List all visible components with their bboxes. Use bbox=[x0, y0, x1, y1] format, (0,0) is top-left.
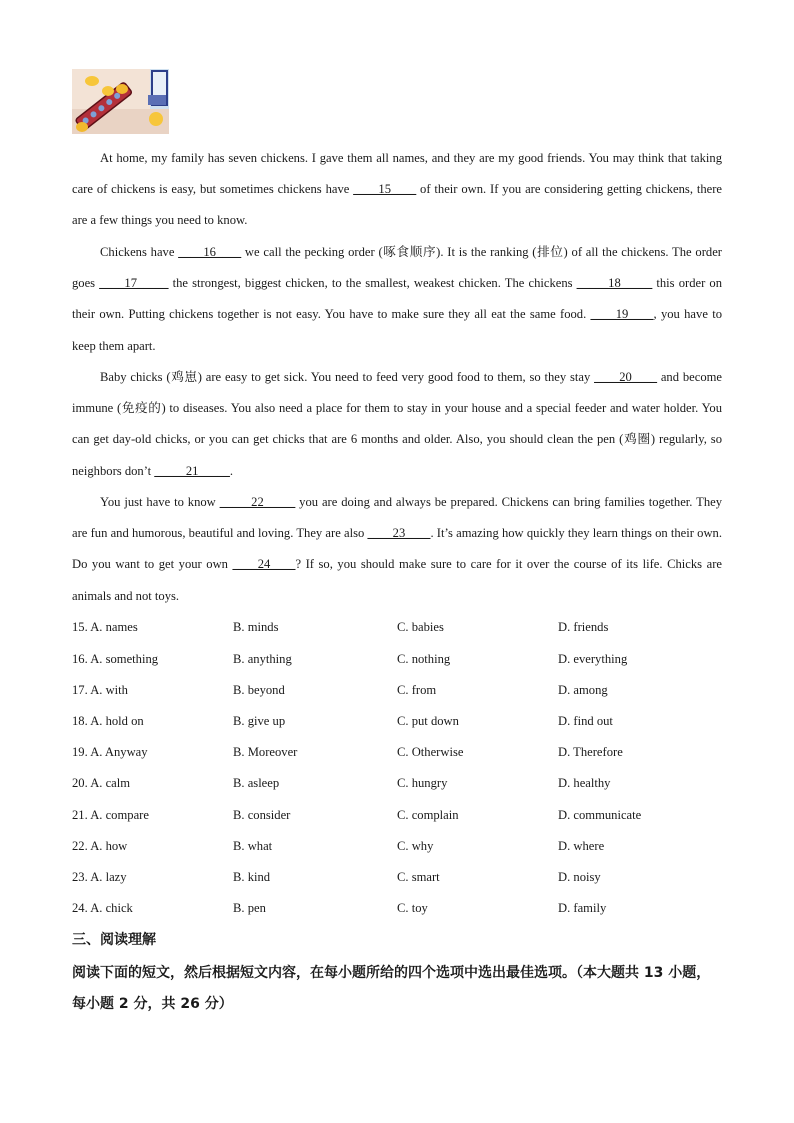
passage-text: we call the pecking order (啄食顺序). It is the ranking (排位) of all the chickens. The order goes bbox=[72, 245, 722, 291]
option-a: 16. A. something bbox=[72, 652, 159, 666]
option-d: D. friends bbox=[558, 620, 609, 634]
blank-15: ____15____ bbox=[353, 182, 417, 197]
option-d: D. communicate bbox=[558, 808, 642, 822]
passage-paragraph-1 bbox=[72, 143, 722, 237]
option-b: B. Moreover bbox=[233, 745, 298, 759]
option-b: B. asleep bbox=[233, 776, 280, 790]
option-d: D. find out bbox=[558, 714, 613, 728]
option-b: B. pen bbox=[233, 901, 266, 915]
passage-paragraph-3 bbox=[72, 362, 722, 487]
blank-20: ____20____ bbox=[594, 370, 658, 384]
option-b: B. beyond bbox=[233, 683, 285, 697]
option-a: 20. A. calm bbox=[72, 776, 131, 790]
passage-text: . bbox=[229, 463, 234, 478]
option-a: 21. A. compare bbox=[72, 808, 149, 822]
passage-text: this order on their own. Putting chickens together is not easy. You have to make sure they all eat the same food. bbox=[72, 276, 722, 322]
blank-21: _____21_____ bbox=[154, 463, 230, 478]
passage-text: ? If so, you should make sure to care for it over the course of its life. Chicks are animals and not toys. bbox=[72, 557, 722, 603]
option-b: B. kind bbox=[233, 870, 271, 884]
passage-paragraph-4 bbox=[72, 487, 722, 612]
option-d: D. among bbox=[558, 683, 608, 697]
option-c: C. Otherwise bbox=[397, 745, 464, 759]
blank-23: ____23____ bbox=[367, 526, 431, 541]
passage-text: of their own. If you are considering getting chickens, there are a few things you need to know. bbox=[72, 182, 723, 228]
option-c: C. smart bbox=[397, 870, 440, 884]
blank-24: ____24____ bbox=[232, 557, 296, 572]
option-b: B. anything bbox=[233, 652, 292, 666]
option-d: D. Therefore bbox=[558, 745, 623, 759]
passage-text: Baby chicks (鸡崽) are easy to get sick. You need to feed very good food to them, so they stay bbox=[100, 370, 595, 384]
passage-text: You just have to know bbox=[100, 495, 220, 509]
options-row-22 bbox=[72, 836, 732, 856]
option-d: D. noisy bbox=[558, 870, 601, 884]
option-c: C. toy bbox=[397, 901, 428, 915]
section-instructions: 阅读下面的短文，然后根据短文内容，在每小题所给的四个选项中选出最佳选项。（本大题共 13 小题，每小题 2 分，共 26 分） bbox=[72, 965, 711, 1012]
options-row-20 bbox=[72, 773, 732, 793]
passage-text: Chickens have bbox=[100, 245, 179, 259]
passage-text: the strongest, biggest chicken, to the smallest, weakest chicken. The chickens bbox=[168, 276, 577, 291]
option-b: B. give up bbox=[233, 714, 286, 728]
option-c: C. put down bbox=[397, 714, 459, 728]
blank-16: ____16____ bbox=[178, 245, 242, 259]
option-a: 23. A. lazy bbox=[72, 870, 127, 884]
chicken-illustration bbox=[72, 69, 169, 134]
blank-18: _____18_____ bbox=[576, 276, 653, 291]
option-b: B. consider bbox=[233, 808, 291, 822]
option-a: 18. A. hold on bbox=[72, 714, 144, 728]
passage-text: you are doing and always be prepared. Chickens can bring families together. They are fun and humorous, beautiful and loving. They are also bbox=[72, 495, 722, 541]
blank-19: ____19____ bbox=[590, 307, 654, 322]
options-row-23 bbox=[72, 867, 732, 887]
passage-text: At home, my family has seven chickens. I gave them all names, and they are my good friends. You may think that taking care of chickens is easy, but sometimes chickens have bbox=[72, 151, 722, 197]
option-a: 24. A. chick bbox=[72, 901, 133, 915]
option-a: 19. A. Anyway bbox=[72, 745, 148, 759]
option-c: C. from bbox=[397, 683, 437, 697]
option-b: B. minds bbox=[233, 620, 279, 634]
options-row-19 bbox=[72, 742, 732, 762]
blank-17: ____17_____ bbox=[99, 276, 169, 291]
option-c: C. babies bbox=[397, 620, 444, 634]
options-row-18 bbox=[72, 711, 732, 731]
passage-text: and become immune (免疫的) to diseases. You also need a place for them to stay in your house and a special feeder and water holder. You can get day-old chicks, or you can get chicks that are 6 months and older. Also, you should clean the pen (鸡圈) regularly, so neighbors don’t bbox=[72, 370, 722, 478]
option-c: C. why bbox=[397, 839, 434, 853]
passage-text: . It’s amazing how quickly they learn things on their own. Do you want to get your own bbox=[72, 526, 722, 572]
options-row-15 bbox=[72, 617, 732, 637]
option-c: C. nothing bbox=[397, 652, 451, 666]
option-d: D. everything bbox=[558, 652, 628, 666]
option-d: D. family bbox=[558, 901, 607, 915]
option-d: D. where bbox=[558, 839, 605, 853]
passage-text: , you have to keep them apart. bbox=[72, 307, 722, 353]
option-c: C. hungry bbox=[397, 776, 448, 790]
option-c: C. complain bbox=[397, 808, 459, 822]
option-a: 15. A. names bbox=[72, 620, 138, 634]
passage-paragraph-2 bbox=[72, 237, 722, 362]
option-a: 17. A. with bbox=[72, 683, 128, 697]
options-row-17 bbox=[72, 680, 732, 700]
options-row-16 bbox=[72, 649, 732, 669]
options-row-24 bbox=[72, 898, 732, 918]
section-heading: 三、阅读理解 bbox=[72, 932, 156, 948]
blank-22: _____22_____ bbox=[219, 495, 296, 509]
option-a: 22. A. how bbox=[72, 839, 128, 853]
option-b: B. what bbox=[233, 839, 273, 853]
options-row-21 bbox=[72, 805, 732, 825]
option-d: D. healthy bbox=[558, 776, 611, 790]
